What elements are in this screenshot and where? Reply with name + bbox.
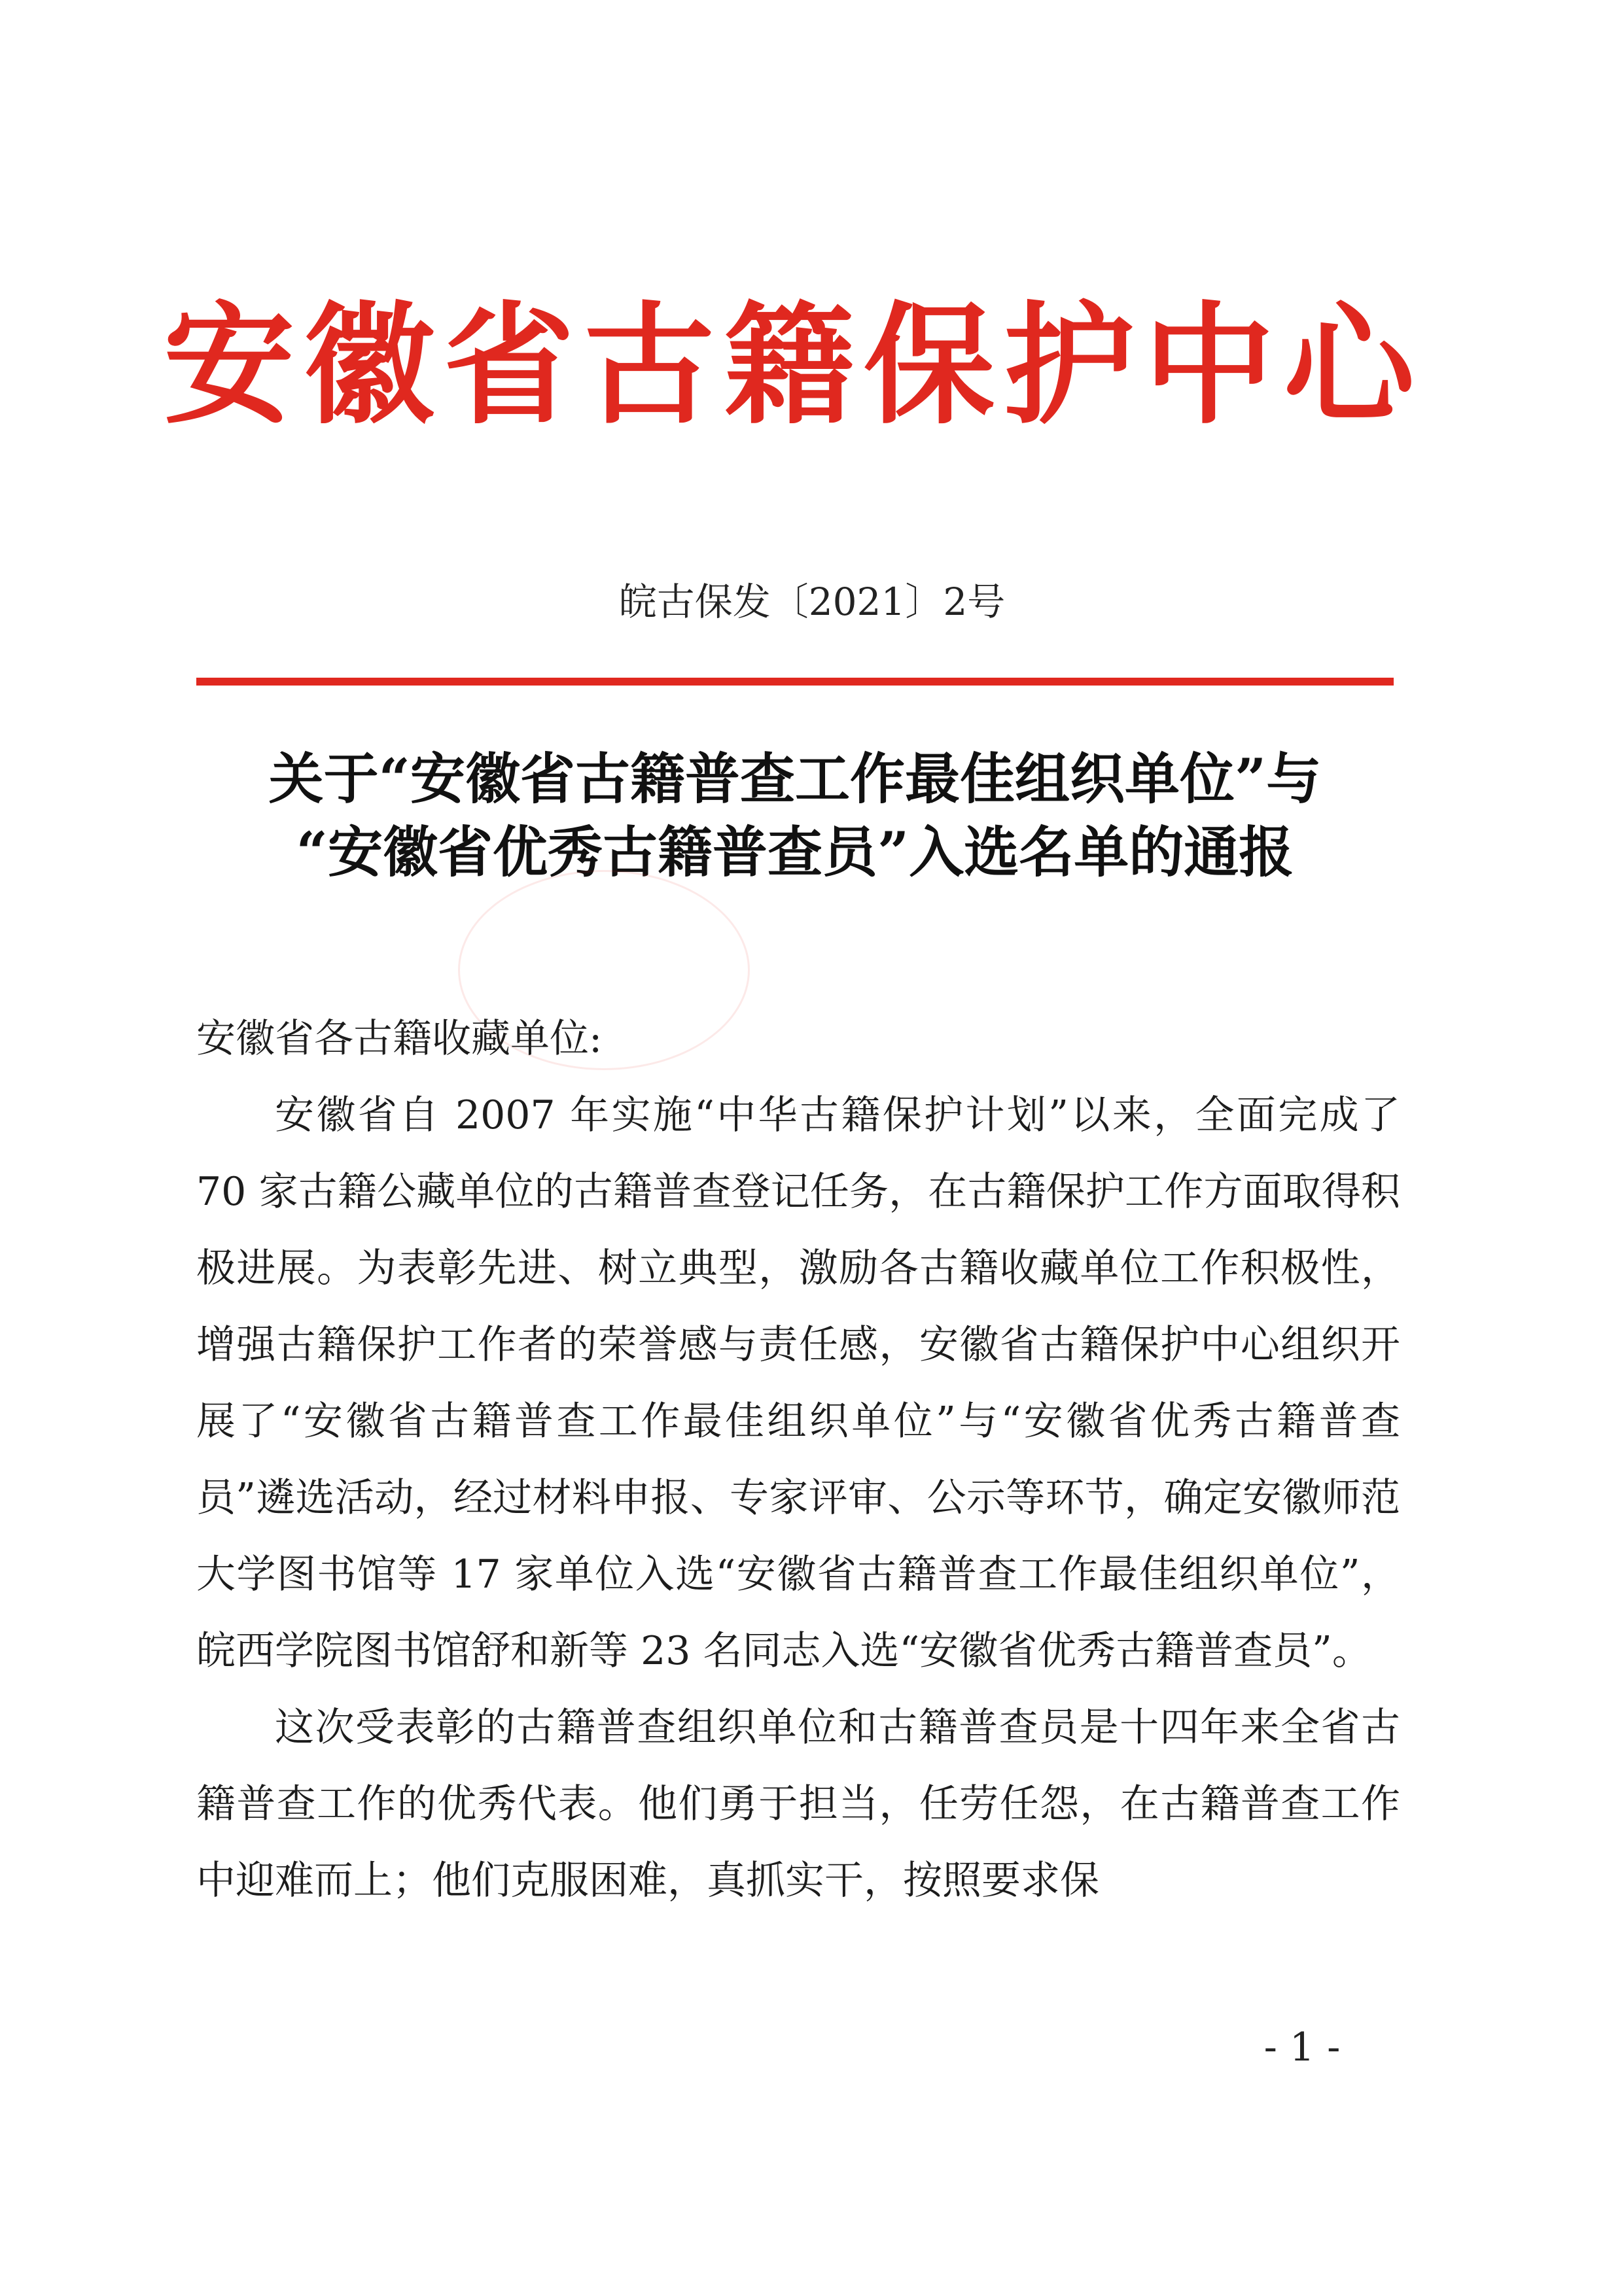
title-line-1: 关于“安徽省古籍普查工作最佳组织单位”与 xyxy=(268,746,1322,811)
body-paragraph-1: 安徽省自 2007 年实施“中华古籍保护计划”以来，全面完成了 70 家古籍公藏单位的古籍普查登记任务，在古籍保护工作方面取得积极进展。为表彰先进、树立典型，激励各古籍收藏单位工作积极性，增强古籍保护工作者的荣誉感与责任感，安徽省古籍保护中心组织开展了“安徽省古籍普查工作最佳组织单位”与“安徽省优秀古籍普查员”遴选活动，经过材料申报、专家评审、公示等环节，确定安徽师范大学图书馆等 17 家单位入选“安徽省古籍普查工作最佳组织单位”，皖西学院图书馆舒和新等 23 名同志入选“安徽省优秀古籍普查员”。 xyxy=(196,1092,1400,1674)
salutation: 安徽省各古籍收藏单位: xyxy=(196,1016,603,1062)
document-body xyxy=(196,1001,1400,1919)
document-title xyxy=(196,742,1394,889)
issuer-masthead: 安徽省古籍保护中心 xyxy=(164,290,1424,442)
body-paragraph-2: 这次受表彰的古籍普查组织单位和古籍普查员是十四年来全省古籍普查工作的优秀代表。他们勇于担当，任劳任怨，在古籍普查工作中迎难而上；他们克服困难，真抓实干，按照要求保 xyxy=(196,1705,1400,1904)
document-number: 皖古保发〔2021〕2号 xyxy=(618,580,1006,624)
red-divider-rule xyxy=(196,678,1394,686)
title-line-2: “安徽省优秀古籍普查员”入选名单的通报 xyxy=(296,820,1294,884)
page-number: - 1 - xyxy=(1263,2025,1341,2070)
